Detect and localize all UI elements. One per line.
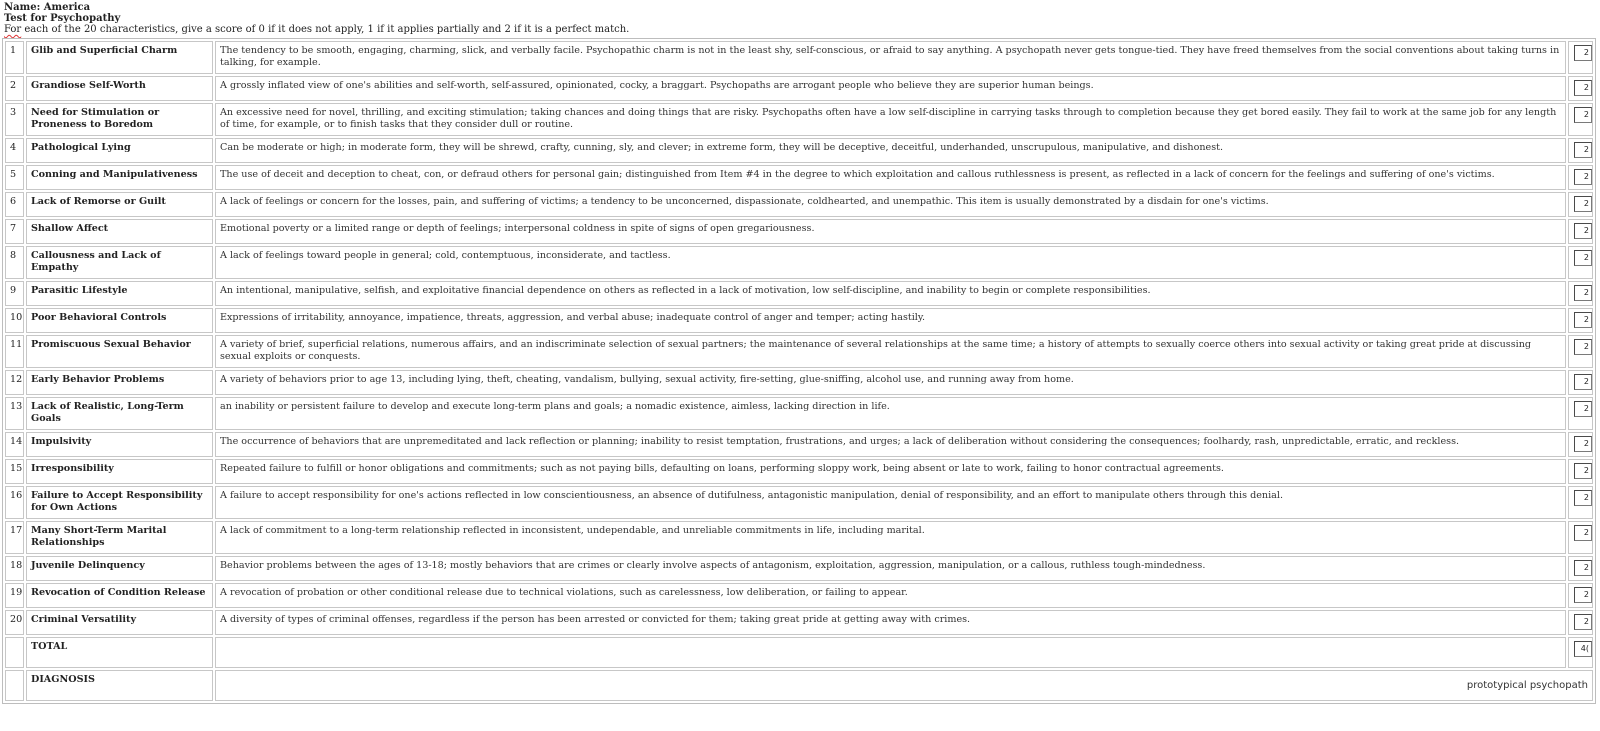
item-description: A grossly inflated view of one's abilities and self-worth, self-assured, opinionated, cocky, a braggart. Psychopaths are arrogant people who believe they are superior human beings.	[215, 76, 1566, 101]
checklist-row	[5, 192, 1593, 217]
item-score-input[interactable]: 2	[1574, 490, 1592, 506]
checklist-row	[5, 76, 1593, 101]
item-number: 11	[5, 335, 24, 368]
item-score-input[interactable]: 2	[1574, 142, 1592, 158]
item-name: Failure to Accept Responsibility for Own Actions	[26, 486, 213, 519]
item-name: Impulsivity	[26, 432, 213, 457]
item-score-cell	[1568, 432, 1593, 457]
item-description: Emotional poverty or a limited range or depth of feelings; interpersonal coldness in spite of signs of open gregariousness.	[215, 219, 1566, 244]
item-number: 10	[5, 308, 24, 333]
test-title: Test for Psychopathy	[4, 13, 121, 24]
item-score-input[interactable]: 2	[1574, 463, 1592, 479]
item-name: Parasitic Lifestyle	[26, 281, 213, 306]
form-header	[4, 2, 629, 35]
checklist-row	[5, 219, 1593, 244]
checklist-row	[5, 138, 1593, 163]
item-score-cell	[1568, 486, 1593, 519]
item-score-cell	[1568, 308, 1593, 333]
checklist-row	[5, 281, 1593, 306]
item-score-input[interactable]: 2	[1574, 80, 1592, 96]
checklist-row	[5, 335, 1593, 368]
checklist-row	[5, 370, 1593, 395]
item-score-input[interactable]: 2	[1574, 223, 1592, 239]
item-score-cell	[1568, 556, 1593, 581]
item-score-input[interactable]: 2	[1574, 436, 1592, 452]
item-description: An intentional, manipulative, selfish, and exploitative financial dependence on others as reflected in a lack of motivation, low self-discipline, and inability to begin or complete responsibilities.	[215, 281, 1566, 306]
diagnosis-row	[5, 670, 1593, 701]
item-name: Juvenile Delinquency	[26, 556, 213, 581]
item-number: 3	[5, 103, 24, 136]
item-name: Many Short-Term Marital Relationships	[26, 521, 213, 554]
item-number: 15	[5, 459, 24, 484]
item-description: A variety of behaviors prior to age 13, including lying, theft, cheating, vandalism, bullying, sexual activity, fire-setting, glue-sniffing, alcohol use, and running away from home.	[215, 370, 1566, 395]
item-number: 19	[5, 583, 24, 608]
item-name: Revocation of Condition Release	[26, 583, 213, 608]
item-description: Behavior problems between the ages of 13-18; mostly behaviors that are crimes or clearly involve aspects of antagonism, exploitation, aggression, manipulation, or a callous, ruthless tough-mindedness.	[215, 556, 1566, 581]
item-number: 14	[5, 432, 24, 457]
item-number: 7	[5, 219, 24, 244]
item-score-input[interactable]: 2	[1574, 374, 1592, 390]
subject-name: Name: America	[4, 2, 91, 13]
item-score-input[interactable]: 2	[1574, 560, 1592, 576]
item-name: Grandiose Self-Worth	[26, 76, 213, 101]
item-name: Criminal Versatility	[26, 610, 213, 635]
item-description: A diversity of types of criminal offenses, regardless if the person has been arrested or convicted for them; taking great pride at getting away with crimes.	[215, 610, 1566, 635]
item-score-cell	[1568, 459, 1593, 484]
item-number: 1	[5, 41, 24, 74]
item-description: A variety of brief, superficial relations, numerous affairs, and an indiscriminate selection of sexual partners; the maintenance of several relationships at the same time; a history of attempts to sexually coerce others into sexual activity or taking great pride at discussing sexual exploits or conquests.	[215, 335, 1566, 368]
checklist-row	[5, 432, 1593, 457]
item-description: A failure to accept responsibility for one's actions reflected in low conscientiousness, an absence of dutifulness, antagonistic manipulation, denial of responsibility, and an effort to manipulate others through this denial.	[215, 486, 1566, 519]
item-number: 5	[5, 165, 24, 190]
checklist-row	[5, 246, 1593, 279]
row-number	[5, 670, 24, 701]
total-description	[215, 637, 1566, 668]
item-name: Callousness and Lack of Empathy	[26, 246, 213, 279]
total-score-cell	[1568, 637, 1593, 668]
item-number: 8	[5, 246, 24, 279]
row-number	[5, 637, 24, 668]
item-score-input[interactable]: 2	[1574, 196, 1592, 212]
item-score-input[interactable]: 2	[1574, 169, 1592, 185]
item-description: A revocation of probation or other conditional release due to technical violations, such as carelessness, low deliberation, or failing to appear.	[215, 583, 1566, 608]
item-name: Glib and Superficial Charm	[26, 41, 213, 74]
item-name: Need for Stimulation or Proneness to Boredom	[26, 103, 213, 136]
item-description: An excessive need for novel, thrilling, and exciting stimulation; taking chances and doing things that are risky. Psychopaths often have a low self-discipline in carrying tasks through to completion because they get bored easily. They fail to work at the same job for any length of time, for example, or to finish tasks that they consider dull or routine.	[215, 103, 1566, 136]
item-name: Lack of Remorse or Guilt	[26, 192, 213, 217]
item-description: an inability or persistent failure to develop and execute long-term plans and goals; a nomadic existence, aimless, lacking direction in life.	[215, 397, 1566, 430]
item-description: Can be moderate or high; in moderate form, they will be shrewd, crafty, cunning, sly, and clever; in extreme form, they will be deceptive, deceitful, underhanded, unscrupulous, manipulative, and dishonest.	[215, 138, 1566, 163]
item-score-input[interactable]: 2	[1574, 614, 1592, 630]
item-score-input[interactable]: 2	[1574, 339, 1592, 355]
item-number: 2	[5, 76, 24, 101]
item-number: 13	[5, 397, 24, 430]
item-name: Early Behavior Problems	[26, 370, 213, 395]
instructions-first-word: For	[4, 24, 22, 35]
item-score-cell	[1568, 219, 1593, 244]
item-score-input[interactable]: 2	[1574, 587, 1592, 603]
item-description: A lack of feelings toward people in general; cold, contemptuous, inconsiderate, and tactless.	[215, 246, 1566, 279]
total-label: TOTAL	[26, 637, 213, 668]
item-score-cell	[1568, 76, 1593, 101]
item-number: 9	[5, 281, 24, 306]
checklist-row	[5, 556, 1593, 581]
item-score-cell	[1568, 192, 1593, 217]
item-number: 18	[5, 556, 24, 581]
item-score-input[interactable]: 2	[1574, 312, 1592, 328]
item-score-cell	[1568, 246, 1593, 279]
item-description: Expressions of irritability, annoyance, impatience, threats, aggression, and verbal abuse; inadequate control of anger and temper; acting hastily.	[215, 308, 1566, 333]
item-description: The occurrence of behaviors that are unpremeditated and lack reflection or planning; inability to resist temptation, frustrations, and urges; a lack of deliberation without considering the consequences; foolhardy, rash, unpredictable, erratic, and reckless.	[215, 432, 1566, 457]
item-number: 4	[5, 138, 24, 163]
total-score-input[interactable]: 4(	[1574, 641, 1592, 657]
item-name: Promiscuous Sexual Behavior	[26, 335, 213, 368]
checklist-row	[5, 521, 1593, 554]
item-score-cell	[1568, 138, 1593, 163]
item-description: A lack of feelings or concern for the losses, pain, and suffering of victims; a tendency to be unconcerned, dispassionate, coldhearted, and unempathic. This item is usually demonstrated by a disdain for one's victims.	[215, 192, 1566, 217]
checklist-row	[5, 610, 1593, 635]
item-description: The tendency to be smooth, engaging, charming, slick, and verbally facile. Psychopathic charm is not in the least shy, self-conscious, or afraid to say anything. A psychopath never gets tongue-tied. They have freed themselves from the social conventions about taking turns in talking, for example.	[215, 41, 1566, 74]
item-number: 20	[5, 610, 24, 635]
checklist-row	[5, 583, 1593, 608]
checklist-row	[5, 41, 1593, 74]
item-number: 6	[5, 192, 24, 217]
checklist-row	[5, 103, 1593, 136]
item-score-input[interactable]: 2	[1574, 401, 1592, 417]
psychopathy-checklist-table	[2, 38, 1596, 704]
item-score-input[interactable]: 2	[1574, 525, 1592, 541]
checklist-row	[5, 459, 1593, 484]
item-score-input[interactable]: 2	[1574, 285, 1592, 301]
item-name: Conning and Manipulativeness	[26, 165, 213, 190]
item-score-cell	[1568, 397, 1593, 430]
item-description: A lack of commitment to a long-term relationship reflected in inconsistent, undependable, and unreliable commitments in life, including marital.	[215, 521, 1566, 554]
checklist-row	[5, 486, 1593, 519]
item-score-cell	[1568, 583, 1593, 608]
total-row	[5, 637, 1593, 668]
item-score-cell	[1568, 370, 1593, 395]
item-number: 17	[5, 521, 24, 554]
item-score-cell	[1568, 165, 1593, 190]
item-score-cell	[1568, 103, 1593, 136]
item-score-cell	[1568, 521, 1593, 554]
item-score-cell	[1568, 41, 1593, 74]
item-score-input[interactable]: 2	[1574, 250, 1592, 266]
item-description: The use of deceit and deception to cheat, con, or defraud others for personal gain; distinguished from Item #4 in the degree to which exploitation and callous ruthlessness is present, as reflected in a lack of concern for the feelings and suffering of one's victims.	[215, 165, 1566, 190]
item-name: Irresponsibility	[26, 459, 213, 484]
diagnosis-cell	[215, 670, 1593, 701]
item-score-cell	[1568, 610, 1593, 635]
item-number: 12	[5, 370, 24, 395]
checklist-row	[5, 308, 1593, 333]
item-number: 16	[5, 486, 24, 519]
item-score-cell	[1568, 281, 1593, 306]
checklist-row	[5, 165, 1593, 190]
item-score-cell	[1568, 335, 1593, 368]
item-name: Pathological Lying	[26, 138, 213, 163]
item-score-input[interactable]: 2	[1574, 45, 1592, 61]
diagnosis-value: prototypical psychopath	[1466, 680, 1588, 691]
instructions	[4, 24, 629, 35]
item-name: Lack of Realistic, Long-Term Goals	[26, 397, 213, 430]
diagnosis-label: DIAGNOSIS	[26, 670, 213, 701]
instructions-text: each of the 20 characteristics, give a score of 0 if it does not apply, 1 if it applies partially and 2 if it is a perfect match.	[21, 24, 630, 35]
item-name: Shallow Affect	[26, 219, 213, 244]
checklist-row	[5, 397, 1593, 430]
item-score-input[interactable]: 2	[1574, 107, 1592, 123]
item-name: Poor Behavioral Controls	[26, 308, 213, 333]
item-description: Repeated failure to fulfill or honor obligations and commitments; such as not paying bills, defaulting on loans, performing sloppy work, being absent or late to work, failing to honor contractual agreements.	[215, 459, 1566, 484]
